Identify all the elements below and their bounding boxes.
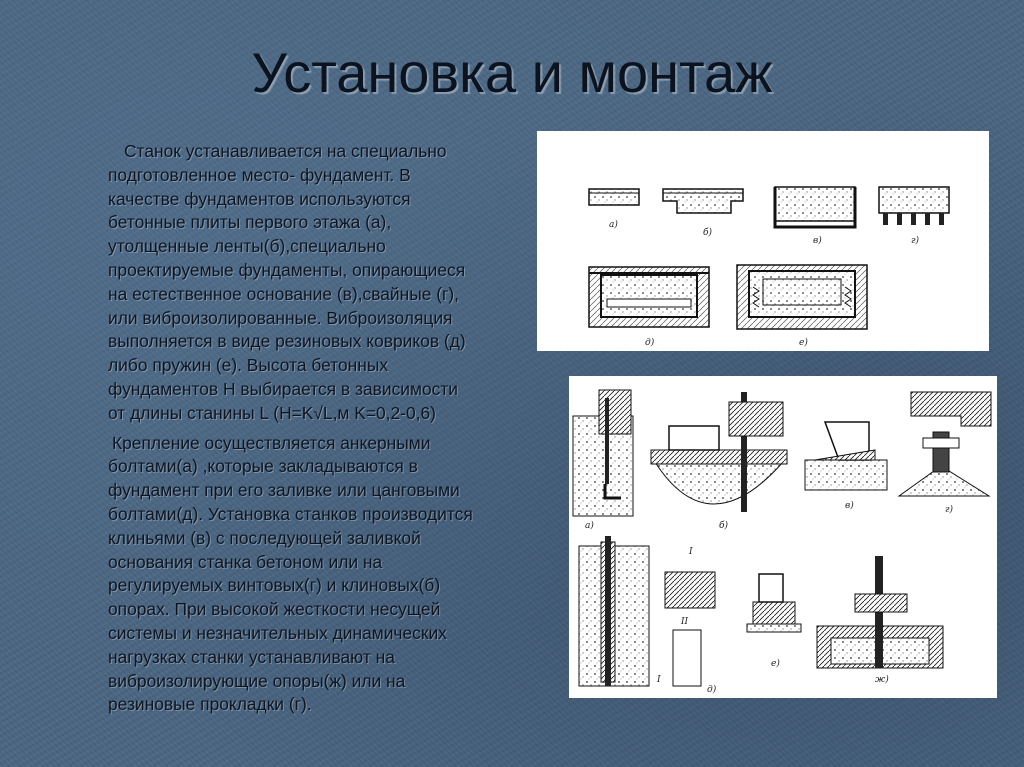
slide-body-text (108, 140, 538, 717)
fig2-label-b: б) (719, 521, 729, 531)
foundation-types-drawing (537, 131, 989, 351)
paragraph-foundations: Станок устанавливается на специально подготовленное место- фундамент. В качестве фундаментов используются бетонные плиты первого этажа (а), утолщенные ленты(б),специально проектируемые фундаменты, опирающиеся на естественное основание (в),свайные (г), или виброизолированные. Виброизоляция выполняется в виде резиновых ковриков (д) либо пружин (е). Высота бетонных фундаментов Н выбирается в зависимости от длины станины L (H=K√L,м K=0,2-0,6) (108, 141, 466, 423)
mounting-methods-figure (569, 376, 997, 698)
mount-c-wedge (805, 422, 887, 490)
fig1-label-d: г) (911, 236, 920, 246)
fig2-label-section-2: II (681, 617, 689, 627)
fig2-label-f: е) (771, 659, 780, 669)
foundation-a-slab (589, 189, 639, 205)
mount-d-screw-support (899, 392, 991, 496)
fig2-label-e: д) (707, 685, 717, 695)
foundation-f-springs (737, 265, 867, 329)
mount-e-collet-bolt (579, 536, 715, 686)
mount-a-anchor-bolt (573, 390, 633, 516)
foundation-e-rubber-mat (589, 267, 709, 327)
foundation-types-figure (537, 131, 989, 351)
slide-title: Установка и монтаж (251, 41, 773, 104)
fig1-label-b: б) (703, 228, 713, 238)
foundation-c-block (775, 187, 855, 227)
fig2-label-g: ж) (875, 675, 889, 685)
fig2-label-a: а) (585, 521, 594, 531)
fig1-label-e: д) (645, 338, 655, 348)
fig1-label-a: а) (609, 220, 618, 230)
mount-f-rubber-pad (747, 574, 801, 632)
mount-g-vibration-support (817, 556, 943, 668)
mount-b-wedge-support (651, 392, 787, 512)
paragraph-mounting: Крепление осуществляется анкерными болтами(а) ,которые закладываются в фундамент при его заливке или цанговыми болтами(д). Установка станков производится клиньями (в) с последующей заливкой основания станка бетоном или на регулируемых винтовых(г) и клиновых(б) опорах. При высокой жесткости несущей системы и незначительных динамических нагрузках станки устанавливают на виброизолирующие опоры(ж) или на резиновые прокладки (г). (108, 432, 473, 715)
fig2-label-c: в) (845, 501, 854, 511)
fig2-label-d: г) (945, 505, 954, 515)
fig1-label-c: в) (813, 236, 822, 246)
foundation-b-strip (663, 189, 743, 213)
fig2-label-section-1b: I (657, 675, 661, 685)
fig1-label-f: е) (799, 338, 808, 348)
foundation-d-piles (879, 187, 949, 225)
mounting-methods-drawing (569, 376, 997, 698)
fig2-label-section-1: I (689, 547, 693, 557)
